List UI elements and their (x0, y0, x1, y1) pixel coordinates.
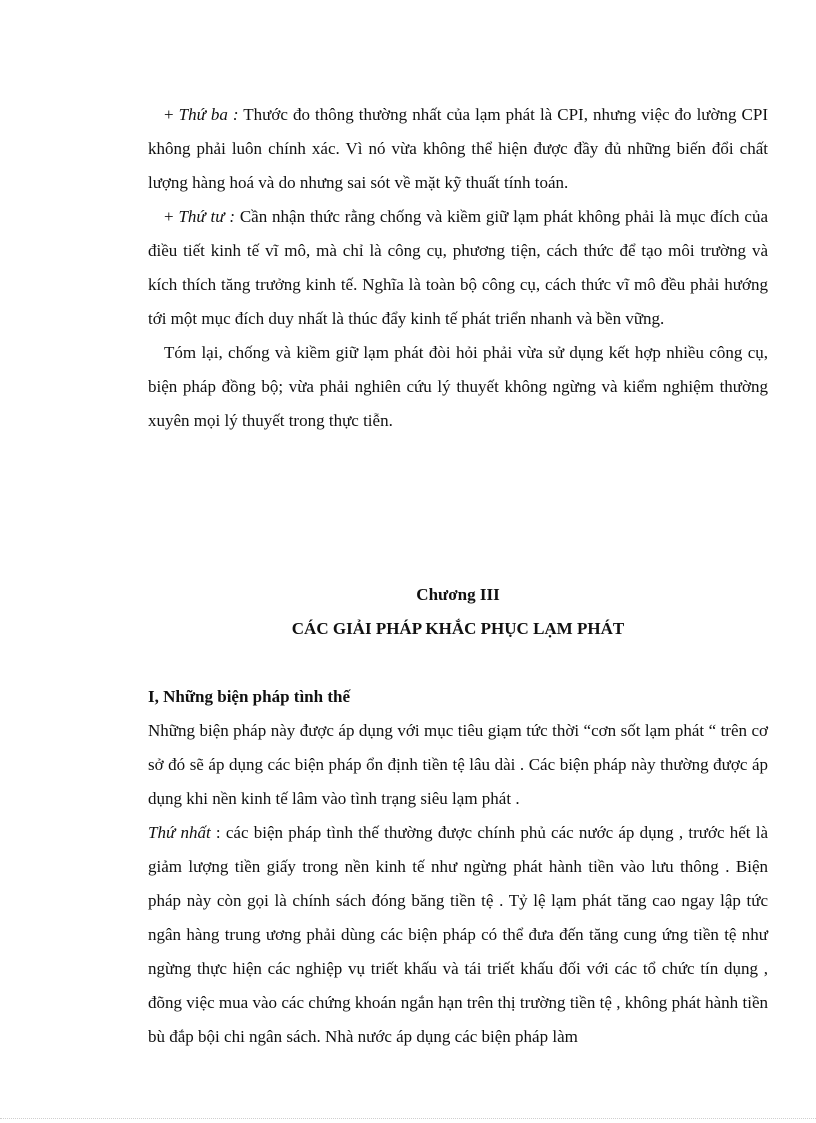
paragraph-label: Thứ nhất (148, 823, 211, 842)
paragraph-lead: + (164, 207, 179, 226)
paragraph-text: Thước đo thông thường nhất của lạm phát là CPI, nhưng việc đo lường CPI không phải luôn chính xác. Vì nó vừa không thể hiện được đầy đủ những biến đổi chất lượng hàng hoá và do nhưng sai sót về mặt kỹ thuất tính toán. (148, 105, 768, 192)
paragraph-label: Thứ tư : (178, 207, 235, 226)
page-bottom-border (0, 1118, 816, 1119)
body-text-top (148, 98, 768, 438)
chapter-section (148, 578, 768, 1054)
paragraph-text: Cần nhận thức rằng chống và kiềm giữ lạm phát không phải là mục đích của điều tiết kinh tế vĩ mô, mà chỉ là công cụ, phương tiện, cách thức để tạo môi trường và kích thích tăng trưởng kinh tế. Nghĩa là toàn bộ công cụ, cách thức vĩ mô đều phải hướng tới một mục đích duy nhất là thúc đẩy kinh tế phát triển nhanh và bền vững. (148, 207, 768, 328)
paragraph-text: Những biện pháp này được áp dụng với mục tiêu giạm tức thời “cơn sốt lạm phát “ trên cơ sở đó sẽ áp dụng các biện pháp ổn định tiền tệ lâu dài . Các biện pháp này thường được áp dụng khi nền kinh tế lâm vào tình trạng siêu lạm phát . (148, 721, 768, 808)
paragraph-intro (148, 714, 768, 816)
paragraph-tom-lai: Tóm lại, chống và kiềm giữ lạm phát đòi hỏi phải vừa sử dụng kết hợp nhiều công cụ, biện pháp đồng bộ; vừa phải nghiên cứu lý thuyết không ngừng và kiểm nghiệm thường xuyên mọi lý thuyết trong thực tiễn. (148, 343, 768, 430)
paragraph-thu-tu (148, 200, 768, 336)
chapter-number: Chương III (416, 585, 500, 604)
paragraph-thu-ba (148, 98, 768, 200)
spacer (148, 646, 768, 680)
paragraph-lead: + (164, 105, 179, 124)
chapter-title: CÁC GIẢI PHÁP KHẮC PHỤC LẠM PHÁT (291, 619, 625, 638)
paragraph-thu-nhat (148, 816, 768, 1054)
paragraph-label: Thứ ba : (178, 105, 239, 124)
section-heading: I, Những biện pháp tình thế (148, 687, 350, 706)
paragraph-text: : các biện pháp tình thế thường được chính phủ các nước áp dụng , trước hết là giảm lượng tiền giấy trong nền kinh tế như ngừng phát hành tiền vào lưu thông . Biện pháp này còn gọi là chính sách đóng băng tiền tệ . Tỷ lệ lạm phát tăng cao ngay lập tức ngân hàng trung ương phải dùng các biện pháp có thể đưa đến tăng cung ứng tiền tệ như ngừng thực hiện các nghiệp vụ triết khấu và tái triết khấu đối với các tổ chức tín dụng , đõng việc mua vào các chứng khoán ngắn hạn trên thị trường tiền tệ , không phát hành tiền bù đắp bội chi ngân sách. Nhà nước áp dụng các biện pháp làm (148, 823, 769, 1046)
